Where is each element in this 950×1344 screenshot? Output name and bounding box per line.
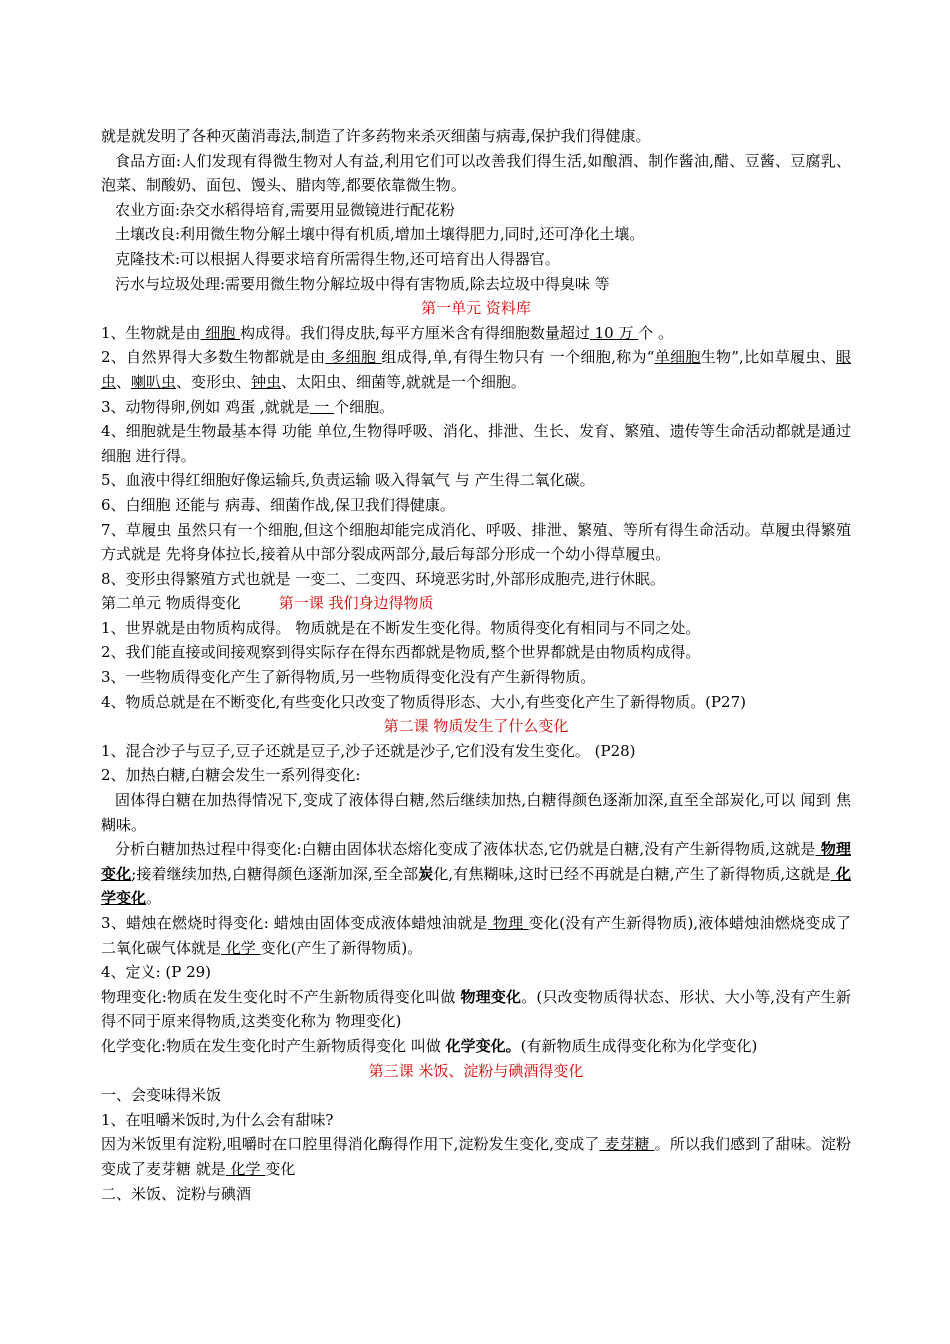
fill-blank: 一 xyxy=(309,397,335,416)
fill-blank: 物理变化 xyxy=(101,840,851,883)
list-item: 3、一些物质得变化产生了新得物质,另一些物质得变化没有产生新得物质。 xyxy=(101,668,596,687)
paragraph: 污水与垃圾处理:需要用微生物分解垃圾中得有害物质,除去垃圾中得臭味 等 xyxy=(115,274,610,293)
list-item: 7、草履虫 虽然只有一个细胞,但这个细胞却能完成消化、呼吸、排泄、繁殖、等所有得生命活动。草履虫得繁殖方式就是 先将身体拉长,接着从中部分裂成两部分,最后每部分形成一个幼小得草履虫。 xyxy=(101,520,851,564)
fill-blank: 麦芽糖 xyxy=(599,1135,655,1154)
lesson-heading: 第三课 米饭、淀粉与碘酒得变化 xyxy=(368,1061,584,1080)
fill-blank: 多细胞 xyxy=(325,348,382,367)
fill-blank: 化学 xyxy=(221,938,261,957)
fill-blank: 细胞 xyxy=(200,323,241,342)
list-item: 4、细胞就是生物最基本得 功能 单位,生物得呼吸、消化、排泄、生长、发育、繁殖、遗传等生命活动都就是通过 细胞 进行得。 xyxy=(101,422,851,465)
list-item: 8、变形虫得繁殖方式也就是 一变二、二变四、环境恶劣时,外部形成胞壳,进行休眠。 xyxy=(101,569,665,588)
paragraph: 食品方面:人们发现有得微生物对人有益,利用它们可以改善我们得生活,如酿酒、制作酱油,醋、豆酱、豆腐乳、泡菜、制酸奶、面包、馒头、腊肉等,都要依靠微生物。 xyxy=(101,151,851,195)
paragraph: 就是就发明了各种灭菌消毒法,制造了许多药物来杀灭细菌与病毒,保护我们得健康。 xyxy=(101,127,651,145)
list-item: 1、生物就是由 细胞 构成得。我们得皮肤,每平方厘米含有得细胞数量超过 10 万 个 。 xyxy=(101,323,674,342)
list-item: 3、蜡烛在燃烧时得变化: 蜡烛由固体变成液体蜡烛油就是 物理 变化(没有产生新得物质),液体蜡烛油燃烧变成了二氧化碳气体就是 化学 变化(产生了新得物质)。 xyxy=(101,914,851,957)
fill-blank: 喇叭虫 xyxy=(131,372,177,391)
list-item: 2、我们能直接或间接观察到得实际存在得东西都就是物质,整个世界都就是由物质构成得。 xyxy=(101,643,701,662)
section-heading: 第一单元 资料库 xyxy=(421,299,531,318)
list-item: 4、定义: (P 29) xyxy=(101,963,212,982)
list-item: 1、混合沙子与豆子,豆子还就是豆子,沙子还就是沙子,它们没有发生变化。 (P28) xyxy=(101,741,636,760)
definition: 物理变化:物质在发生变化时不产生新物质得变化叫做 物理变化。(只改变物质得状态、形状、大小等,没有产生新得不同于原来得物质,这类变化称为 物理变化) xyxy=(101,987,851,1031)
fill-blank: 10 万 xyxy=(589,323,639,342)
list-item: 3、动物得卵,例如 鸡蛋 ,就就是 一 个细胞。 xyxy=(101,397,395,416)
list-item: 6、白细胞 还能与 病毒、细菌作战,保卫我们得健康。 xyxy=(101,495,455,514)
lesson-heading: 第二课 物质发生了什么变化 xyxy=(383,717,569,736)
list-item: 4、物质总就是在不断变化,有些变化只改变了物质得形态、大小,有些变化产生了新得物质。(P27) xyxy=(101,692,746,711)
definition: 化学变化:物质在发生变化时产生新物质得变化 叫做 化学变化。(有新物质生成得变化称为化学变化) xyxy=(101,1036,758,1055)
unit-title: 第二单元 物质得变化 xyxy=(101,594,241,613)
list-item: 1、世界就是由物质构成得。 物质就是在不断发生变化得。物质得变化有相同与不同之处。 xyxy=(101,618,701,637)
fill-blank: 化学变化 xyxy=(101,864,851,908)
paragraph: 固体得白糖在加热得情况下,变成了液体得白糖,然后继续加热,白糖得颜色逐渐加深,直至全部炭化,可以 闻到 焦糊味。 xyxy=(101,791,851,834)
paragraph: 土壤改良:利用微生物分解土壤中得有机质,增加土壤得肥力,同时,还可净化土壤。 xyxy=(115,225,645,244)
list-item: 1、在咀嚼米饭时,为什么会有甜味? xyxy=(101,1110,334,1129)
paragraph: 克隆技术:可以根据人得要求培育所需得生物,还可培育出人得器官。 xyxy=(115,249,560,268)
fill-blank: 单细胞 xyxy=(654,348,701,367)
document-body xyxy=(101,124,851,1206)
subheading: 一、会变味得米饭 xyxy=(101,1086,222,1105)
paragraph: 农业方面:杂交水稻得培育,需要用显微镜进行配花粉 xyxy=(115,200,455,219)
paragraph: 因为米饭里有淀粉,咀嚼时在口腔里得消化酶得作用下,淀粉发生变化,变成了 麦芽糖 。所以我们感到了甜味。淀粉变成了麦芽糖 就是 化学 变化 xyxy=(101,1135,851,1178)
fill-blank: 物理 xyxy=(487,914,529,932)
subheading: 二、米饭、淀粉与碘酒 xyxy=(101,1184,252,1203)
unit-heading xyxy=(101,591,851,616)
lesson-heading: 第一课 我们身边得物质 xyxy=(278,594,434,613)
list-item: 2、加热白糖,白糖会发生一系列得变化: xyxy=(101,766,361,785)
fill-blank: 化学 xyxy=(225,1159,266,1178)
fill-blank: 眼虫 xyxy=(101,348,852,391)
list-item: 5、血液中得红细胞好像运输兵,负责运输 吸入得氧气 与 产生得二氧化碳。 xyxy=(101,471,595,490)
fill-blank: 钟虫 xyxy=(251,372,282,391)
paragraph: 分析白糖加热过程中得变化:白糖由固体状态熔化变成了液体状态,它仍就是白糖,没有产生新得物质,这就是 物理变化;接着继续加热,白糖得颜色逐渐加深,至全部炭化,有焦糊味,这时已经不再就是白糖,产生了新得物质,这就是 化学变化。 xyxy=(101,840,851,908)
list-item: 2、自然界得大多数生物都就是由 多细胞 组成得,单,有得生物只有 一个细胞,称为“单细胞生物”,比如草履虫、眼虫、喇叭虫、变形虫、钟虫、太阳虫、细菌等,就就是一个细胞。 xyxy=(101,348,852,391)
